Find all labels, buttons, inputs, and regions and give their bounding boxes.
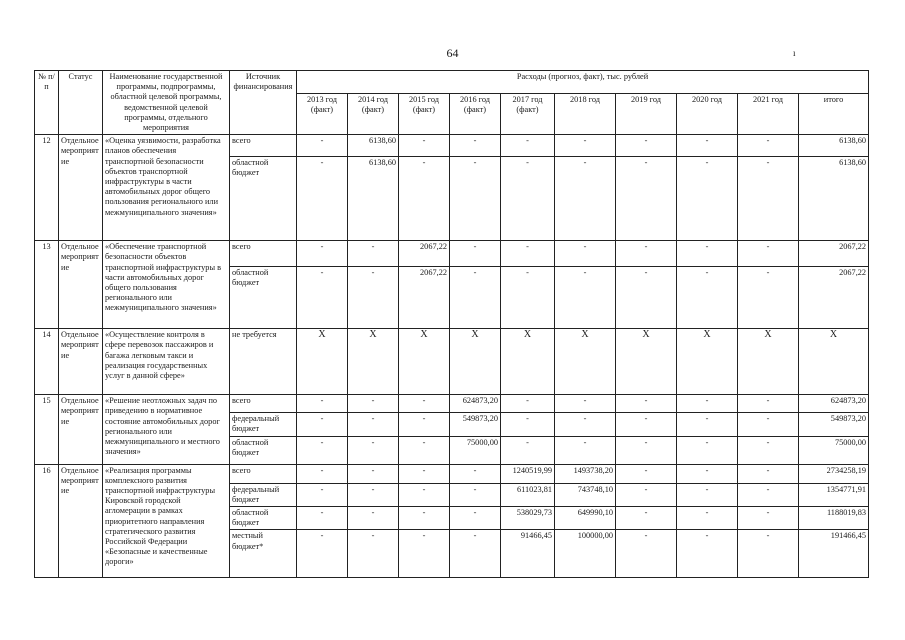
expense-value: 6138,60 xyxy=(348,135,399,157)
expense-value: - xyxy=(738,530,799,578)
table-body xyxy=(35,135,869,578)
expense-value: - xyxy=(297,395,348,413)
expense-value: - xyxy=(450,157,501,241)
item-status: Отдельное мероприятие xyxy=(59,395,103,464)
expense-value: - xyxy=(616,135,677,157)
header-num: № п/п xyxy=(35,71,59,135)
item-status: Отдельное мероприятие xyxy=(59,241,103,329)
expense-value: - xyxy=(348,464,399,483)
expense-total: 6138,60 xyxy=(799,135,869,157)
header-year: 2016 год (факт) xyxy=(450,94,501,135)
expense-value: - xyxy=(297,530,348,578)
expense-value: - xyxy=(677,483,738,506)
expense-value: - xyxy=(738,464,799,483)
expense-value: - xyxy=(399,464,450,483)
expense-value: - xyxy=(348,483,399,506)
expense-value: - xyxy=(450,483,501,506)
item-number: 12 xyxy=(35,135,59,241)
expense-value: X xyxy=(616,329,677,395)
expense-value: X xyxy=(555,329,616,395)
expense-value: - xyxy=(297,135,348,157)
header-year: 2015 год (факт) xyxy=(399,94,450,135)
expense-value: 75000,00 xyxy=(450,436,501,464)
expense-total: 1354771,91 xyxy=(799,483,869,506)
expense-value: - xyxy=(616,464,677,483)
expense-value: - xyxy=(677,157,738,241)
item-status: Отдельное мероприятие xyxy=(59,329,103,395)
expense-value: - xyxy=(738,483,799,506)
expense-total: 191466,45 xyxy=(799,530,869,578)
expense-value: - xyxy=(616,241,677,267)
expense-value: - xyxy=(555,395,616,413)
expense-value: - xyxy=(348,507,399,530)
expense-value: - xyxy=(501,135,555,157)
expense-value: - xyxy=(555,135,616,157)
expense-value: - xyxy=(738,157,799,241)
funding-source: областной бюджет xyxy=(230,157,297,241)
expense-value: - xyxy=(501,436,555,464)
expense-total: 2734258,19 xyxy=(799,464,869,483)
expense-value: - xyxy=(297,157,348,241)
expense-value: - xyxy=(677,530,738,578)
header-expenses: Расходы (прогноз, факт), тыс. рублей xyxy=(297,71,869,94)
expense-value: 1493738,20 xyxy=(555,464,616,483)
item-status: Отдельное мероприятие xyxy=(59,135,103,241)
expense-value: - xyxy=(399,530,450,578)
expense-value: - xyxy=(616,267,677,329)
expense-total: 2067,22 xyxy=(799,267,869,329)
expense-value: - xyxy=(501,267,555,329)
expense-total: 1188019,83 xyxy=(799,507,869,530)
funding-source: федеральный бюджет xyxy=(230,483,297,506)
expense-value: 549873,20 xyxy=(450,413,501,436)
item-number: 14 xyxy=(35,329,59,395)
expense-total: 624873,20 xyxy=(799,395,869,413)
header-name: Наименование государственной программы, подпрограммы, областной целевой программы, ведомственной целевой программы, отдельного мероприятия xyxy=(103,71,230,135)
funding-source: всего xyxy=(230,241,297,267)
expense-value: - xyxy=(348,436,399,464)
expense-value: 2067,22 xyxy=(399,241,450,267)
expense-value: X xyxy=(297,329,348,395)
expense-value: - xyxy=(297,483,348,506)
expense-value: - xyxy=(677,267,738,329)
expense-value: - xyxy=(555,267,616,329)
expense-value: 91466,45 xyxy=(501,530,555,578)
expense-value: - xyxy=(738,413,799,436)
expense-value: - xyxy=(399,413,450,436)
expense-value: 649990,10 xyxy=(555,507,616,530)
funding-source: не требуется xyxy=(230,329,297,395)
expense-value: 100000,00 xyxy=(555,530,616,578)
expense-value: - xyxy=(450,464,501,483)
funding-source: областной бюджет xyxy=(230,267,297,329)
header-year: 2017 год (факт) xyxy=(501,94,555,135)
expense-value: - xyxy=(297,507,348,530)
table-row xyxy=(35,329,869,395)
expense-value: - xyxy=(738,436,799,464)
table-row xyxy=(35,241,869,267)
expense-value: - xyxy=(738,395,799,413)
expense-value: - xyxy=(450,530,501,578)
expense-value: - xyxy=(616,413,677,436)
expense-value: - xyxy=(616,436,677,464)
expense-value: X xyxy=(501,329,555,395)
expense-value: - xyxy=(399,157,450,241)
expense-value: - xyxy=(297,241,348,267)
expense-value: X xyxy=(399,329,450,395)
expense-value: - xyxy=(738,507,799,530)
item-status: Отдельное мероприятие xyxy=(59,464,103,578)
expense-value: - xyxy=(555,436,616,464)
expense-value: 2067,22 xyxy=(399,267,450,329)
expense-total: 6138,60 xyxy=(799,157,869,241)
item-number: 15 xyxy=(35,395,59,464)
expense-value: - xyxy=(297,413,348,436)
page-number: 64 xyxy=(446,46,459,60)
expense-value: - xyxy=(399,436,450,464)
expense-value: - xyxy=(677,395,738,413)
table-row xyxy=(35,395,869,413)
expense-value: - xyxy=(501,413,555,436)
expense-value: - xyxy=(738,241,799,267)
corner-mark: ı xyxy=(793,48,796,58)
expense-value: 624873,20 xyxy=(450,395,501,413)
expense-value: - xyxy=(348,267,399,329)
table-row xyxy=(35,135,869,157)
funding-source: федеральный бюджет xyxy=(230,413,297,436)
expense-value: - xyxy=(399,483,450,506)
expense-value: - xyxy=(738,135,799,157)
expense-value: - xyxy=(677,413,738,436)
expense-value: - xyxy=(450,241,501,267)
expense-value: - xyxy=(348,413,399,436)
item-name: «Оценка уязвимости, разработка планов обеспечения транспортной безопасности объектов транспортной инфраструктуры в части автомобильных дорог общего пользования регионального или межмуниципального значения» xyxy=(103,135,230,241)
expense-value: - xyxy=(348,530,399,578)
item-name: «Обеспечение транспортной безопасности объектов транспортной инфраструктуры в части автомобильных дорог общего пользования регионального или межмуниципального значения» xyxy=(103,241,230,329)
expense-total: 75000,00 xyxy=(799,436,869,464)
item-number: 13 xyxy=(35,241,59,329)
expense-value: - xyxy=(555,157,616,241)
expense-value: - xyxy=(297,267,348,329)
expense-value: - xyxy=(348,395,399,413)
header-year: 2020 год xyxy=(677,94,738,135)
expense-value: - xyxy=(677,135,738,157)
expense-value: 6138,60 xyxy=(348,157,399,241)
expense-value: - xyxy=(297,436,348,464)
expense-value: 611023,81 xyxy=(501,483,555,506)
expense-value: - xyxy=(616,157,677,241)
expense-value: - xyxy=(399,395,450,413)
expense-value: - xyxy=(501,395,555,413)
expense-value: - xyxy=(616,395,677,413)
expense-value: - xyxy=(738,267,799,329)
funding-source: всего xyxy=(230,135,297,157)
header-year: 2019 год xyxy=(616,94,677,135)
header-year: 2014 год (факт) xyxy=(348,94,399,135)
expense-value: X xyxy=(450,329,501,395)
expense-value: - xyxy=(616,507,677,530)
expense-value: - xyxy=(501,241,555,267)
expense-total: X xyxy=(799,329,869,395)
funding-source: всего xyxy=(230,395,297,413)
header-year: 2018 год xyxy=(555,94,616,135)
expense-value: - xyxy=(348,241,399,267)
funding-source: областной бюджет xyxy=(230,507,297,530)
header-source: Источник финансирования xyxy=(230,71,297,135)
header-year: 2013 год (факт) xyxy=(297,94,348,135)
expense-value: - xyxy=(399,135,450,157)
expense-total: 549873,20 xyxy=(799,413,869,436)
expense-value: - xyxy=(555,413,616,436)
item-name: «Реализация программы комплексного развития транспортной инфраструктуры Кировской городской агломерации в рамках приоритетного направления стратегического развития Российской Федерации «Безопасные и качественные дороги» xyxy=(103,464,230,578)
expense-value: - xyxy=(297,464,348,483)
expense-value: X xyxy=(677,329,738,395)
expense-value: 538029,73 xyxy=(501,507,555,530)
item-name: «Решение неотложных задач по приведению в нормативное состояние автомобильных дорог регионального или межмуниципального и местного значения» xyxy=(103,395,230,464)
expenses-table xyxy=(34,70,869,578)
funding-source: всего xyxy=(230,464,297,483)
expense-value: - xyxy=(501,157,555,241)
expense-value: X xyxy=(738,329,799,395)
header-status: Статус xyxy=(59,71,103,135)
expense-value: - xyxy=(555,241,616,267)
expense-value: 743748,10 xyxy=(555,483,616,506)
table-row xyxy=(35,464,869,483)
expense-value: - xyxy=(677,436,738,464)
funding-source: местный бюджет* xyxy=(230,530,297,578)
item-name: «Осуществление контроля в сфере перевозок пассажиров и багажа легковым такси и реализация государственных услуг в данной сфере» xyxy=(103,329,230,395)
expense-value: - xyxy=(677,507,738,530)
item-number: 16 xyxy=(35,464,59,578)
expense-value: - xyxy=(616,483,677,506)
expense-value: 1240519,99 xyxy=(501,464,555,483)
expense-value: - xyxy=(677,241,738,267)
expense-value: - xyxy=(450,267,501,329)
expense-value: - xyxy=(450,507,501,530)
expense-value: - xyxy=(399,507,450,530)
expense-value: - xyxy=(677,464,738,483)
table-header xyxy=(35,71,869,135)
expense-value: - xyxy=(450,135,501,157)
expense-value: - xyxy=(616,530,677,578)
funding-source: областной бюджет xyxy=(230,436,297,464)
header-year: 2021 год xyxy=(738,94,799,135)
header-year: итого xyxy=(799,94,869,135)
expense-total: 2067,22 xyxy=(799,241,869,267)
expense-value: X xyxy=(348,329,399,395)
